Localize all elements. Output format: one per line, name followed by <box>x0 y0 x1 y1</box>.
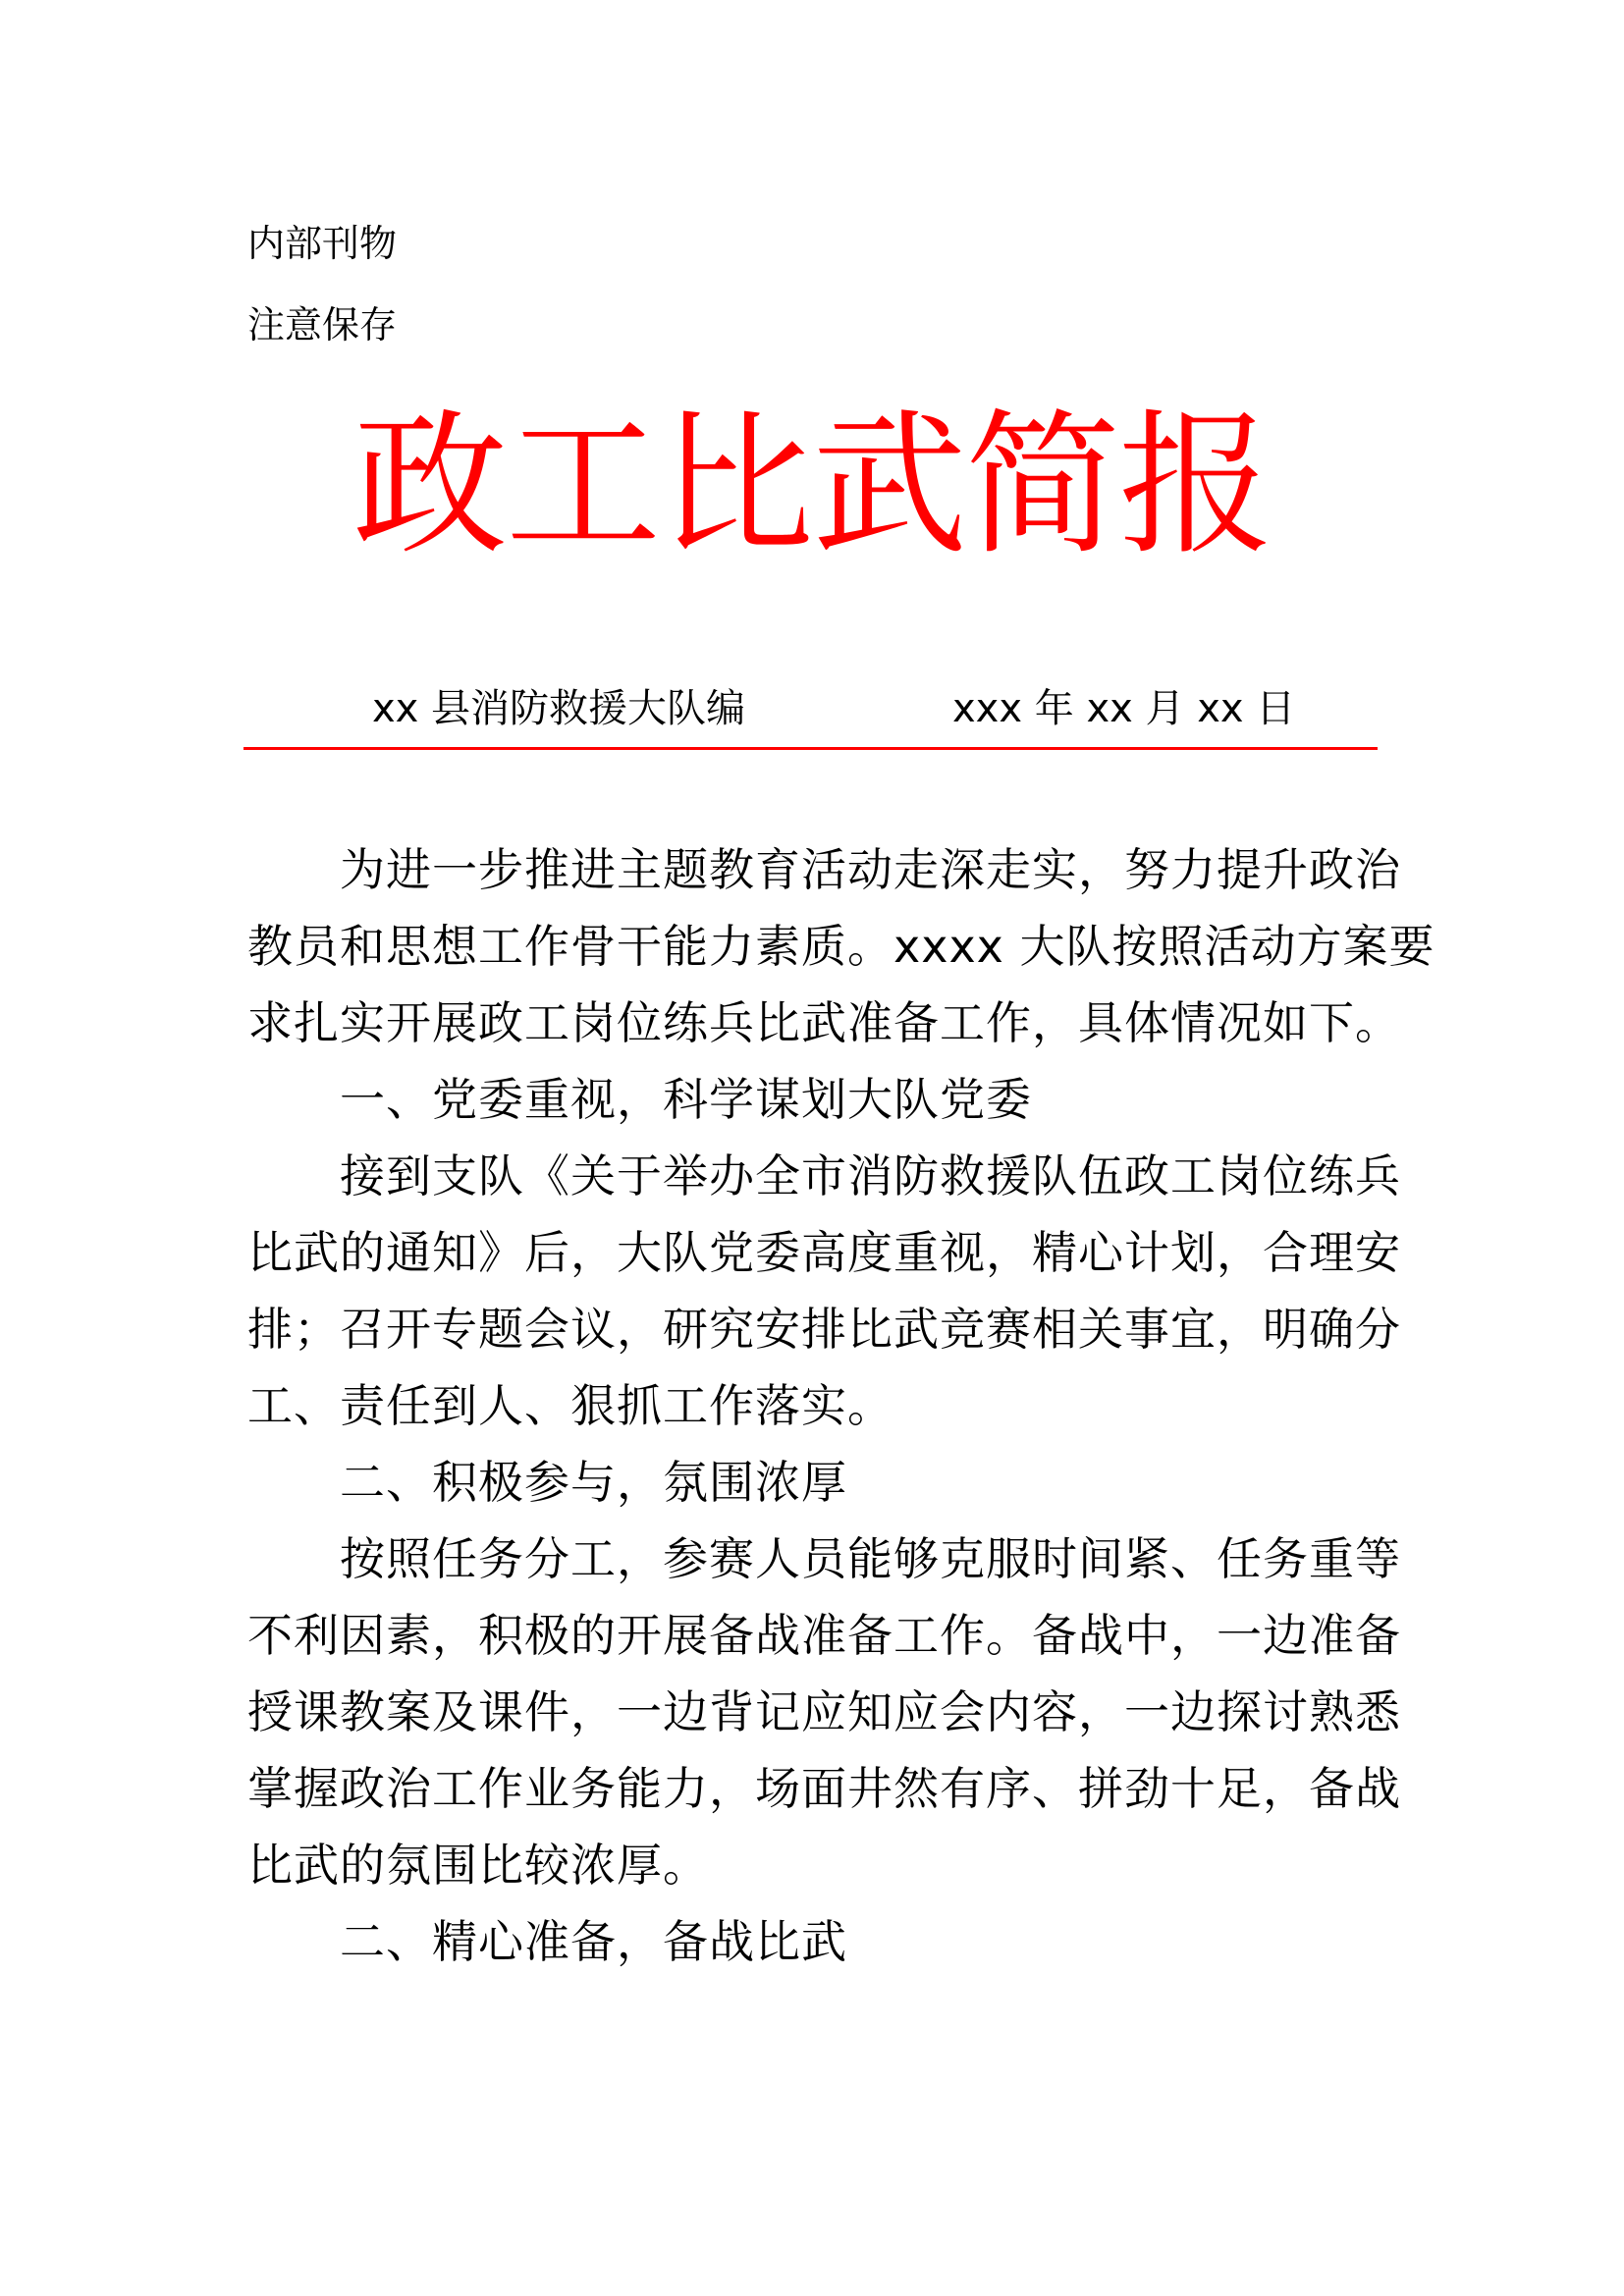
text-line: 不利因素，积极的开展备战准备工作。备战中，一边准备 <box>247 1609 1401 1662</box>
paragraph <box>247 831 1435 1061</box>
text-line: 按照任务分工，参赛人员能够克服时间紧、任务重等 <box>340 1532 1401 1585</box>
text-line: 授课教案及课件，一边背记应知应会内容，一边探讨熟悉 <box>247 1685 1401 1738</box>
document-body <box>247 831 1435 1980</box>
text-line: 二、积极参与，氛围浓厚 <box>340 1456 847 1509</box>
keep-confidential-label: 注意保存 <box>247 303 398 347</box>
paragraph <box>247 1061 1367 1138</box>
text-line: 掌握政治工作业务能力，场面井然有序、拼劲十足，备战 <box>247 1762 1401 1815</box>
text-line: 教员和思想工作骨干能力素质。xxxx 大队按照活动方案要 <box>247 920 1435 973</box>
text-line: 二、精心准备，备战比武 <box>340 1915 847 1968</box>
text-line: 一、党委重视，科学谋划大队党委 <box>340 1073 1032 1126</box>
bulletin-title: 政工比武简报 <box>352 396 1272 576</box>
text-line: 求扎实开展政工岗位练兵比武准备工作，具体情况如下。 <box>247 996 1401 1049</box>
paragraph <box>247 1521 1401 1903</box>
text-line: 比武的通知》后，大队党委高度重视，精心计划，合理安 <box>247 1226 1401 1279</box>
editor-line: xx 县消防救援大队编 <box>372 686 746 731</box>
paragraph <box>247 1903 1367 1980</box>
internal-publication-label: 内部刊物 <box>247 222 398 265</box>
paragraph <box>247 1138 1401 1444</box>
date-line: xxx 年 xx 月 xx 日 <box>952 686 1296 731</box>
text-line: 比武的氛围比较浓厚。 <box>247 1839 709 1892</box>
text-line: 接到支队《关于举办全市消防救援队伍政工岗位练兵 <box>340 1149 1401 1202</box>
red-divider <box>244 747 1378 750</box>
text-line: 为进一步推进主题教育活动走深走实，努力提升政治 <box>340 843 1401 896</box>
text-line: 排；召开专题会议，研究安排比武竞赛相关事宜，明确分 <box>247 1303 1401 1356</box>
text-line: 工、责任到人、狠抓工作落实。 <box>247 1379 893 1432</box>
paragraph <box>247 1444 1367 1521</box>
